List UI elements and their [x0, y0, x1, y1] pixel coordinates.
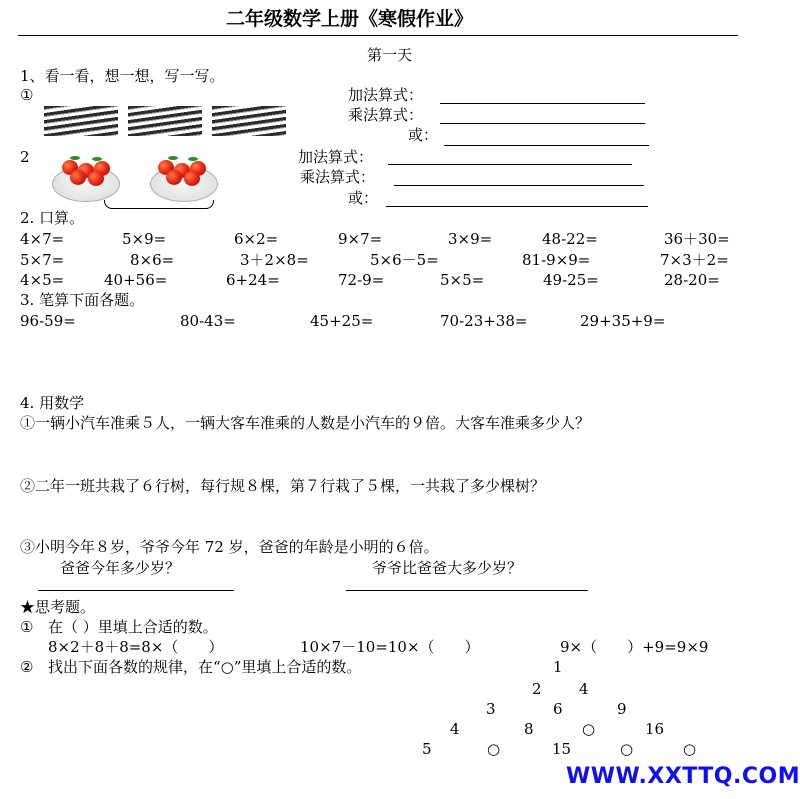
triangle-blank-circle[interactable]: ○: [487, 740, 501, 758]
q2-item: 36＋30=: [664, 230, 730, 248]
think-item2-number: ②: [20, 658, 34, 676]
think-equation-2: 10×7－10=10×（ ）: [300, 638, 480, 656]
q3-item: 96-59=: [20, 312, 76, 330]
q1-item2-add-label: 加法算式：: [298, 148, 374, 166]
q4-problem-2: ②二年一班共栽了６行树，每行规８棵，第７行栽了５棵，一共栽了多少棵树？: [20, 477, 546, 495]
q3-item: 70-23+38=: [440, 312, 528, 330]
q2-item: 48-22=: [542, 230, 598, 248]
q1-item1-or-answer-line[interactable]: [444, 145, 649, 146]
q3-heading: 3. 笔算下面各题。: [20, 291, 145, 309]
q4-problem-3: ③小明今年８岁，爷爷今年 72 岁，爸爸的年龄是小明的６倍。: [20, 538, 439, 556]
q2-item: 40+56=: [104, 271, 168, 289]
triangle-blank-circle[interactable]: ○: [683, 740, 697, 758]
q1-item1-number: ①: [20, 86, 34, 104]
q3-item: 80-43=: [180, 312, 236, 330]
think-heading: ★思考题。: [20, 598, 96, 616]
think-equation-1: 8×2＋8＋8=8×（ ）: [48, 638, 224, 656]
q2-item: 6+24=: [226, 271, 280, 289]
q1-item2-mul-label: 乘法算式：: [300, 168, 376, 186]
triangle-number: 6: [553, 700, 563, 718]
q2-item: 4×7=: [20, 230, 65, 248]
stem: [188, 157, 198, 161]
triangle-blank-circle[interactable]: ○: [582, 720, 596, 738]
think-equation-3: 9×（ ）+9=9×9: [560, 638, 709, 656]
q3-item: 29+35+9=: [580, 312, 666, 330]
triangle-number: 5: [422, 740, 432, 758]
triangle-number: 3: [486, 700, 496, 718]
q4-heading: 4. 用数学: [20, 394, 85, 412]
site-logo: WWW.XXTTQ.COM: [566, 764, 800, 789]
q4-problem-3a-answer-line[interactable]: [38, 590, 234, 591]
stem: [168, 156, 178, 160]
pencil-box: [212, 106, 286, 136]
q1-item2-mul-answer-line[interactable]: [394, 185, 644, 186]
title-rule: [18, 35, 738, 36]
q1-item2-or-answer-line[interactable]: [386, 206, 648, 207]
q2-item: 6×2=: [234, 230, 279, 248]
q2-item: 5×7=: [20, 251, 65, 269]
q1-item1-add-label: 加法算式：: [348, 86, 424, 104]
q2-item: 3＋2×8=: [240, 251, 309, 269]
q2-item: 8×6=: [130, 251, 175, 269]
q3-item: 45+25=: [310, 312, 374, 330]
tomato: [184, 171, 200, 186]
q4-problem-3a: 爸爸今年多少岁？: [60, 559, 181, 577]
triangle-number: 1: [553, 658, 563, 676]
think-item1-number: ①: [20, 618, 34, 636]
stem: [92, 157, 102, 161]
q2-item: 5×9=: [122, 230, 167, 248]
tomato: [166, 170, 182, 185]
q2-item: 5×6－5=: [370, 251, 439, 269]
triangle-number: 15: [552, 740, 572, 758]
q2-item: 81-9×9=: [522, 251, 591, 269]
pencil-box: [128, 106, 202, 136]
q1-item2-add-answer-line[interactable]: [388, 164, 632, 165]
q2-item: 72-9=: [338, 271, 385, 289]
triangle-blank-circle[interactable]: ○: [620, 740, 634, 758]
triangle-number: 4: [450, 720, 460, 738]
triangle-number: 8: [524, 720, 534, 738]
q4-problem-1: ①一辆小汽车准乘５人，一辆大客车准乘的人数是小汽车的９倍。大客车准乘多少人？: [20, 414, 591, 432]
stem: [70, 156, 80, 160]
think-item1-text: 在（ ）里填上合适的数。: [48, 618, 218, 636]
q2-item: 28-20=: [664, 271, 720, 289]
think-item2-text: 找出下面各数的规律，在“○”里填上合适的数。: [48, 658, 362, 676]
q2-item: 9×7=: [338, 230, 383, 248]
page-title: 二年级数学上册《寒假作业》: [226, 8, 474, 30]
q1-item1-mul-label: 乘法算式：: [348, 106, 424, 124]
q2-item: 5×5=: [440, 271, 485, 289]
q2-heading: 2. 口算。: [20, 209, 85, 227]
triangle-number: 2: [532, 680, 542, 698]
q1-item2-or-label: 或：: [348, 189, 379, 207]
q2-item: 49-25=: [543, 271, 599, 289]
tomato: [88, 171, 104, 186]
tomato: [70, 170, 86, 185]
q1-item1-add-answer-line[interactable]: [440, 103, 645, 104]
triangle-number: 9: [617, 700, 627, 718]
q1-item2-number: 2: [20, 148, 30, 166]
q1-item1-mul-answer-line[interactable]: [440, 123, 645, 124]
q2-item: 3×9=: [448, 230, 493, 248]
q4-problem-3b: 爷爷比爸爸大多少岁？: [372, 559, 523, 577]
brace: [104, 200, 214, 209]
q4-problem-3b-answer-line[interactable]: [346, 590, 588, 591]
triangle-number: 16: [645, 720, 665, 738]
q1-heading: 1、看一看，想一想，写一写。: [20, 67, 225, 85]
pencil-box: [44, 106, 118, 136]
q1-item1-or-label: 或：: [408, 126, 439, 144]
q2-item: 7×3＋2=: [660, 251, 729, 269]
q2-item: 4×5=: [20, 271, 65, 289]
day-label: 第一天: [367, 46, 413, 64]
triangle-number: 4: [579, 680, 589, 698]
